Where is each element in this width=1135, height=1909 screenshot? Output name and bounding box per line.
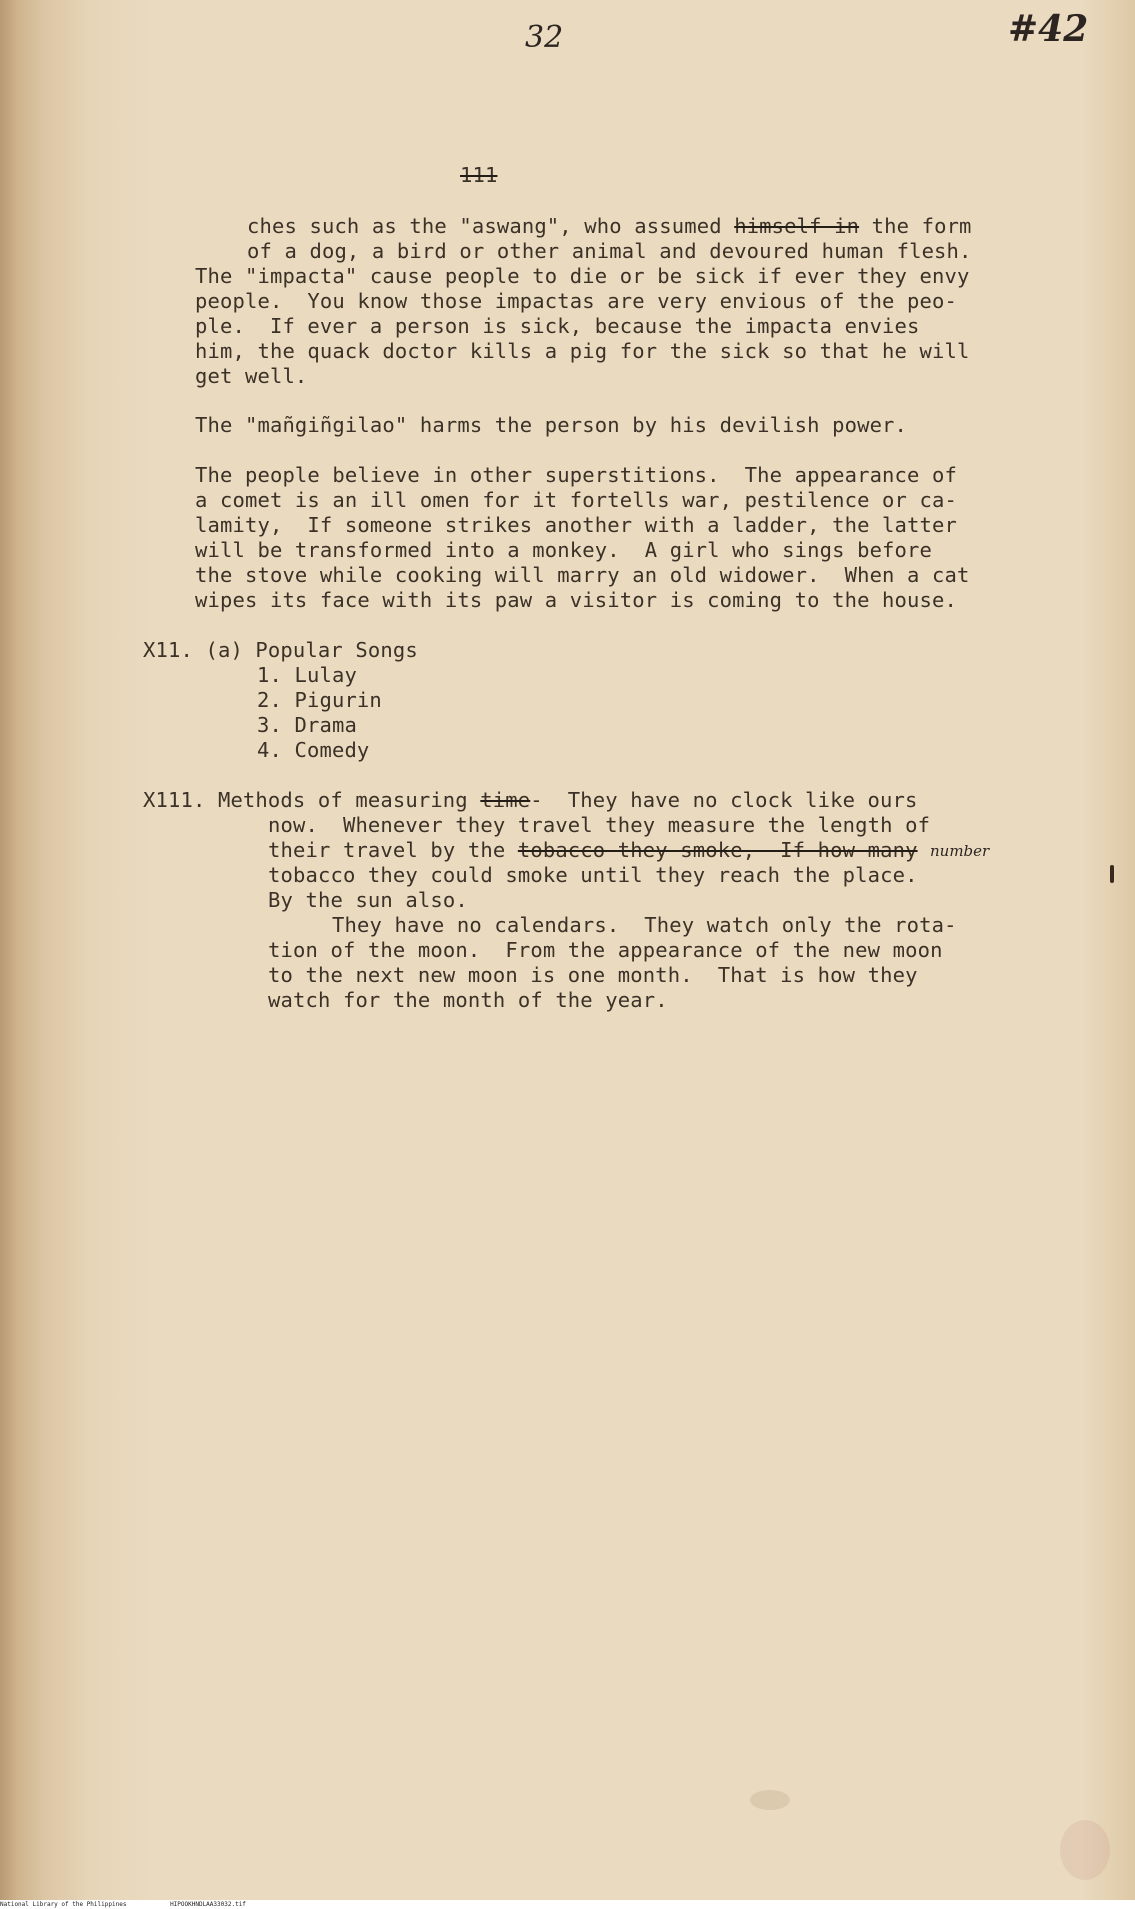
text-line: now. Whenever they travel they measure the length of [268, 813, 931, 837]
ink-mark [1110, 865, 1114, 883]
text-line: ches such as the "aswang", who assumed himself in the form [247, 214, 972, 238]
list-item: 4. Comedy [257, 738, 370, 762]
text-line: their travel by the tobacco they smoke, If how many [268, 838, 918, 862]
text-line: ple. If ever a person is sick, because the impacta envies [195, 314, 920, 338]
text-line: a comet is an ill omen for it fortells war, pestilence or ca- [195, 488, 958, 512]
handwritten-insertion: number [930, 842, 990, 860]
text-line: wipes its face with its paw a visitor is coming to the house. [195, 588, 958, 612]
handwritten-page-number: 32 [525, 20, 564, 55]
section-heading: X111. Methods of measuring time- They have no clock like ours [143, 788, 918, 812]
library-label: National Library of the Philippines [0, 1901, 127, 1908]
text-line: They have no calendars. They watch only the rota- [332, 913, 957, 937]
handwritten-corner-mark: #42 [1008, 8, 1089, 50]
text-line: get well. [195, 364, 308, 388]
text-line: him, the quack doctor kills a pig for the sick so that he will [195, 339, 970, 363]
text-line: tobacco they could smoke until they reach the place. [268, 863, 918, 887]
text-line: tion of the moon. From the appearance of the new moon [268, 938, 943, 962]
text-line: people. You know those impactas are very envious of the peo- [195, 289, 958, 313]
text-line: The people believe in other superstitions. The appearance of [195, 463, 958, 487]
text-line: The "impacta" cause people to die or be sick if ever they envy [195, 264, 970, 288]
paper-stain [750, 1790, 790, 1810]
text-line: to the next new moon is one month. That is how they [268, 963, 918, 987]
text-line: of a dog, a bird or other animal and devoured human flesh. [247, 239, 972, 263]
list-item: 1. Lulay [257, 663, 357, 687]
scan-footer [0, 1900, 1135, 1909]
text-line: watch for the month of the year. [268, 988, 668, 1012]
file-name: HIPOOKHNDLAA33032.tif [170, 1901, 246, 1908]
list-item: 2. Pigurin [257, 688, 382, 712]
text-line: will be transformed into a monkey. A girl who sings before [195, 538, 933, 562]
section-mark: 111 [460, 163, 498, 187]
paper-stain [1060, 1820, 1110, 1880]
text-line: lamity, If someone strikes another with a ladder, the latter [195, 513, 958, 537]
text-line: By the sun also. [268, 888, 468, 912]
section-heading: X11. (a) Popular Songs [143, 638, 418, 662]
list-item: 3. Drama [257, 713, 357, 737]
text-line: The "mañgiñgilao" harms the person by his devilish power. [195, 413, 908, 437]
text-line: the stove while cooking will marry an old widower. When a cat [195, 563, 970, 587]
